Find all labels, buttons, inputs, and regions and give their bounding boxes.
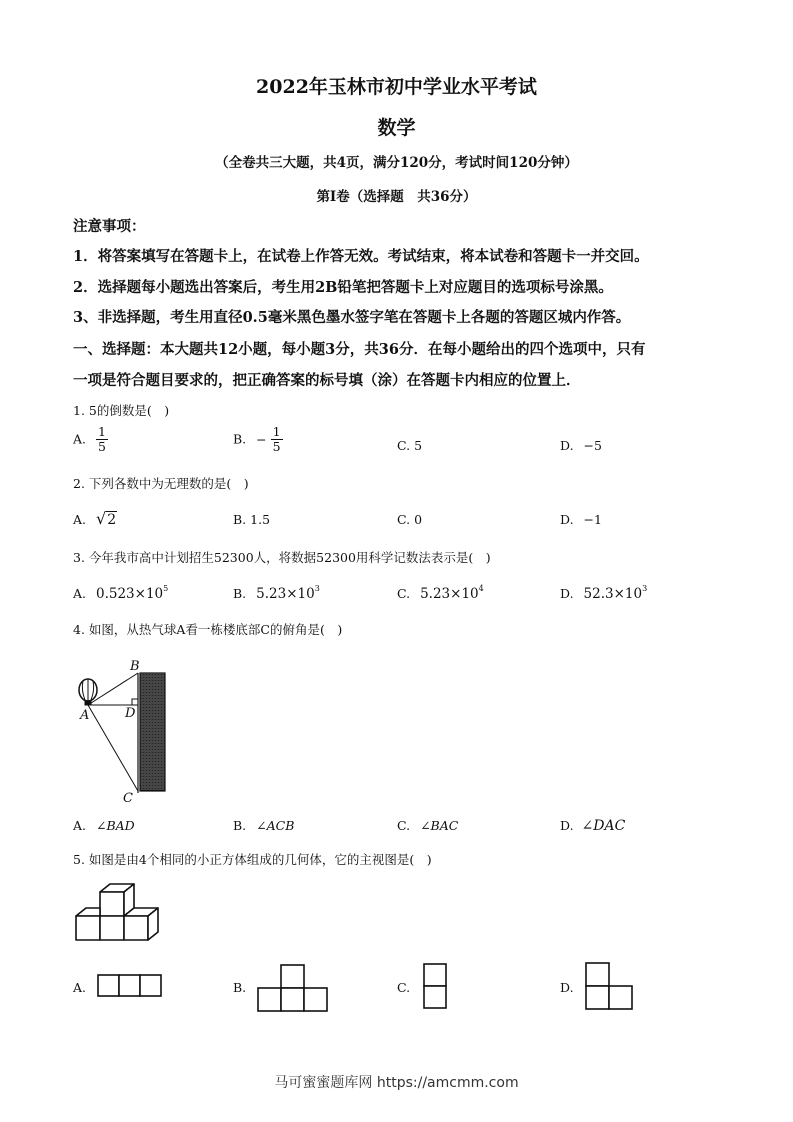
q3-option-c[interactable] (397, 584, 484, 602)
q3-option-b[interactable] (233, 584, 320, 602)
footer-watermark: 马可蜜蜜题库网 https://amcmm.com (274, 1075, 519, 1091)
option-letter: A. (73, 818, 87, 833)
view-square (586, 963, 609, 986)
view-square (281, 965, 304, 988)
numerator: 1 (98, 424, 106, 439)
point-c-label: C (123, 791, 133, 805)
sqrt-symbol: √ (96, 509, 107, 528)
option-letter: B. (233, 431, 247, 447)
option-value: ∠DAC (581, 818, 626, 834)
point-d-label: D (125, 706, 136, 721)
option-value: 0 (414, 512, 423, 527)
view-square (424, 986, 446, 1008)
q5-option-c-view[interactable] (422, 962, 448, 1012)
view-square (98, 975, 119, 996)
view-square (304, 988, 327, 1011)
q4-option-a[interactable] (73, 818, 135, 833)
balloon-building-figure (70, 655, 180, 805)
q5-option-a[interactable] (73, 980, 86, 995)
point-b-label: B (130, 659, 140, 674)
q1-option-c[interactable] (397, 438, 422, 453)
view-square (140, 975, 161, 996)
volume-title: 第Ⅰ卷（选择题 共36分） (316, 189, 477, 205)
q4-option-d[interactable] (560, 818, 625, 834)
option-value: 5 (414, 438, 423, 453)
option-letter: C. (397, 980, 411, 995)
sci-exponent: 4 (478, 584, 484, 593)
building-shape (140, 673, 165, 791)
option-letter: A. (73, 512, 87, 527)
denominator: 5 (98, 439, 106, 455)
denominator: 5 (272, 439, 281, 455)
q5-option-a-view[interactable] (96, 973, 166, 999)
cube-top-face (76, 908, 100, 916)
q3-option-a[interactable] (73, 584, 168, 602)
q1-option-b[interactable] (233, 425, 283, 455)
view-square (609, 986, 632, 1009)
sci-exponent: 3 (642, 584, 648, 593)
q5-option-d[interactable] (560, 980, 574, 995)
cube-front-face (76, 916, 100, 940)
option-letter: C. (397, 438, 411, 453)
question-2-stem: 2. 下列各数中为无理数的是( ) (73, 476, 249, 491)
note-item-3: 3、非选择题，考生用直径0.5毫米黑色墨水签字笔在答题卡上各题的答题区城内作答。 (73, 309, 631, 326)
balloon-basket (85, 701, 91, 705)
fraction (271, 425, 283, 455)
option-value: −5 (583, 438, 602, 453)
point-a-label: A (80, 708, 90, 723)
q5-option-c[interactable] (397, 980, 410, 995)
cube-solid-figure (72, 880, 168, 944)
q4-option-b[interactable] (233, 818, 294, 833)
fraction (96, 425, 108, 455)
section-instruction-line1: 一、选择题：本大题共12小题，每小题3分，共36分．在每小题给出的四个选项中，只有 (73, 341, 646, 358)
option-letter: D. (560, 980, 574, 995)
q5-option-b[interactable] (233, 980, 246, 995)
option-letter: B. (233, 512, 247, 527)
q1-option-a[interactable] (73, 425, 108, 455)
section-instruction-line2: 一项是符合题目要求的，把正确答案的标号填（涂）在答题卡内相应的位置上． (73, 372, 581, 389)
option-letter: D. (560, 586, 574, 601)
option-letter: A. (73, 980, 87, 995)
option-letter: A. (73, 431, 87, 447)
option-value: ∠BAC (420, 818, 459, 833)
question-4-stem: 4. 如图，从热气球A看一栋楼底部C的俯角是( ) (73, 622, 343, 637)
sci-base: 5.23×10 (420, 586, 479, 602)
option-letter: C. (397, 512, 411, 527)
option-letter: D. (560, 512, 574, 527)
q1-option-d[interactable] (560, 438, 602, 453)
sqrt-radicand: 2 (107, 512, 117, 528)
cube-front-face (100, 892, 124, 916)
sci-base: 5.23×10 (256, 586, 315, 602)
q4-option-c[interactable] (397, 818, 458, 833)
minus-sign: − (256, 432, 267, 448)
q2-option-a[interactable] (73, 509, 117, 528)
option-value: −1 (583, 512, 602, 527)
view-square (586, 986, 609, 1009)
q5-option-b-view[interactable] (256, 963, 328, 1013)
view-square (119, 975, 140, 996)
question-3-stem: 3. 今年我市高中计划招生52300人，将数据52300用科学记数法表示是( ) (73, 550, 491, 565)
option-letter: B. (233, 980, 247, 995)
option-value: ∠BAD (96, 818, 135, 833)
sci-base: 52.3×10 (583, 586, 643, 602)
note-item-2: 2．选择题每小题选出答案后，考生用2B铅笔把答题卡上对应题目的选项标号涂黑。 (73, 279, 613, 296)
view-square (258, 988, 281, 1011)
option-letter: C. (397, 818, 411, 833)
right-angle-mark (132, 699, 138, 705)
option-letter: C. (397, 586, 411, 601)
option-letter: A. (73, 586, 87, 601)
option-letter: B. (233, 818, 247, 833)
sci-exponent: 5 (163, 584, 169, 593)
q2-option-d[interactable] (560, 512, 602, 527)
option-value: ∠ACB (256, 818, 295, 833)
option-letter: D. (560, 438, 574, 453)
q2-option-b[interactable] (233, 512, 270, 527)
option-letter: D. (560, 818, 574, 833)
option-value: 1.5 (250, 512, 271, 527)
q3-option-d[interactable] (560, 584, 647, 602)
option-letter: B. (233, 586, 247, 601)
note-item-1: 1．将答案填写在答题卡上，在试卷上作答无效。考试结束，将本试卷和答题卡一并交回。 (73, 248, 649, 265)
exam-title: 2022年玉林市初中学业水平考试 (256, 76, 537, 98)
view-square (424, 964, 446, 986)
subject-title: 数学 (377, 117, 416, 139)
numerator: 1 (272, 424, 281, 439)
sci-exponent: 3 (314, 584, 320, 593)
question-5-stem: 5. 如图是由4个相同的小正方体组成的几何体，它的主视图是( ) (73, 852, 432, 867)
q5-option-d-view[interactable] (584, 961, 636, 1013)
exam-info: （全卷共三大题，共4页，满分120分，考试时间120分钟） (215, 155, 578, 171)
view-square (281, 988, 304, 1011)
notes-heading: 注意事项： (73, 218, 146, 235)
q2-option-c[interactable] (397, 512, 422, 527)
cube-front-face (124, 916, 148, 940)
question-1-stem: 1. 5的倒数是( ) (73, 403, 170, 418)
cube-front-face (100, 916, 124, 940)
sci-base: 0.523×10 (96, 586, 164, 602)
